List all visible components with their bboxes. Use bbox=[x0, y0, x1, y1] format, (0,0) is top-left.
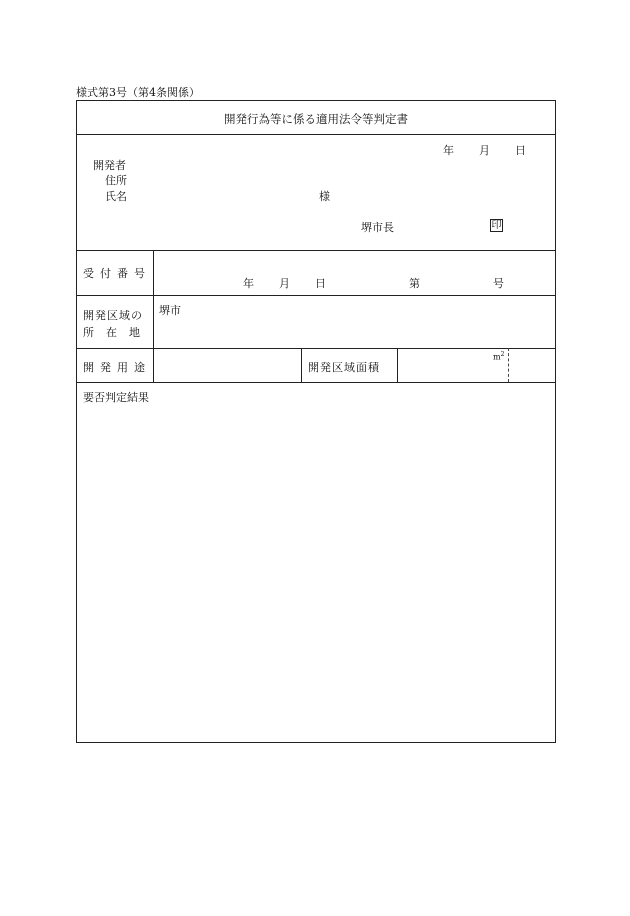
divider bbox=[77, 134, 555, 135]
address-label: 住所 bbox=[105, 174, 127, 187]
honorific: 様 bbox=[319, 190, 330, 203]
form-title: 開発行為等に係る適用法令等判定書 bbox=[224, 112, 408, 126]
reception-label: 受付番号 bbox=[83, 267, 151, 280]
issuer-title: 堺市長 bbox=[361, 221, 394, 234]
location-label-line2: 所在地 bbox=[83, 326, 152, 339]
judgment-form bbox=[76, 100, 556, 743]
reception-year-label: 年 bbox=[243, 277, 254, 290]
area-label: 開発区域面積 bbox=[308, 361, 380, 374]
divider bbox=[77, 382, 555, 383]
divider bbox=[153, 295, 154, 348]
divider bbox=[397, 348, 398, 382]
decimal-divider bbox=[508, 348, 509, 382]
developer-heading: 開発者 bbox=[93, 159, 126, 172]
divider bbox=[153, 250, 154, 295]
location-label-line1: 開発区域の bbox=[83, 309, 143, 322]
date-day-label: 日 bbox=[515, 144, 526, 157]
date-month-label: 月 bbox=[479, 144, 490, 157]
divider bbox=[77, 295, 555, 296]
reception-number-suffix: 号 bbox=[493, 277, 504, 290]
divider bbox=[301, 348, 302, 382]
result-label: 要否判定結果 bbox=[83, 391, 149, 404]
area-unit: $m^2$ bbox=[493, 351, 505, 362]
location-value: 堺市 bbox=[159, 304, 181, 317]
date-year-label: 年 bbox=[443, 144, 454, 157]
reception-number-prefix: 第 bbox=[409, 277, 420, 290]
divider bbox=[77, 348, 555, 349]
form-id: 様式第3号（第4条関係） bbox=[76, 86, 200, 99]
seal-mark: 印 bbox=[491, 220, 502, 231]
reception-month-label: 月 bbox=[279, 277, 290, 290]
name-label: 氏名 bbox=[105, 190, 127, 203]
divider bbox=[77, 250, 555, 251]
usage-label: 開発用途 bbox=[83, 361, 151, 374]
reception-day-label: 日 bbox=[315, 277, 326, 290]
divider bbox=[153, 348, 154, 382]
